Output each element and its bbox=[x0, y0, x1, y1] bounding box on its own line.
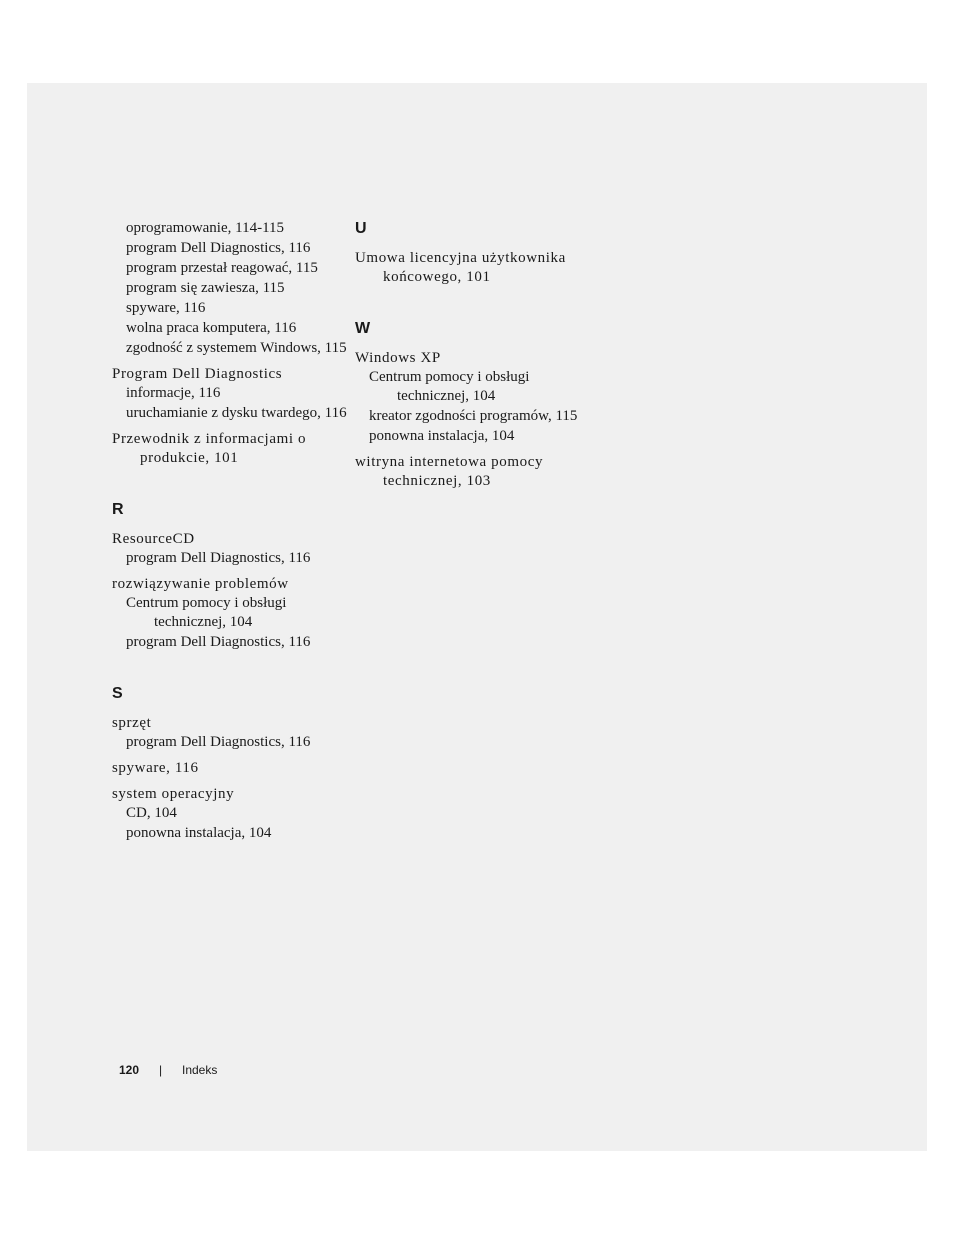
footer-section-label: Indeks bbox=[182, 1063, 218, 1077]
index-entry bbox=[355, 249, 595, 287]
section-letter-w: W bbox=[355, 320, 371, 337]
index-term: witryna internetowa pomocy technicznej, 103 bbox=[355, 454, 544, 489]
section-letter-s: S bbox=[112, 685, 123, 702]
index-subentry: ponowna instalacja, 104 bbox=[126, 825, 272, 841]
index-term: Windows XP bbox=[355, 350, 441, 366]
index-subentry: uruchamianie z dysku twardego, 116 bbox=[126, 405, 347, 421]
index-entry-continued bbox=[112, 219, 352, 358]
index-entry bbox=[112, 365, 352, 423]
index-entry bbox=[112, 530, 352, 568]
index-entry bbox=[112, 759, 352, 778]
index-subentry: program przestał reagować, 115 bbox=[126, 260, 318, 276]
index-subentry: informacje, 116 bbox=[126, 385, 221, 401]
index-subentry: oprogramowanie, 114-115 bbox=[126, 220, 285, 236]
index-subentry: CD, 104 bbox=[126, 805, 177, 821]
index-entry bbox=[112, 714, 352, 752]
index-term: sprzęt bbox=[112, 715, 152, 731]
index-term: spyware, 116 bbox=[112, 760, 199, 776]
section-letter-r: R bbox=[112, 501, 124, 518]
index-subentry: program Dell Diagnostics, 116 bbox=[126, 634, 311, 650]
index-subentry: program Dell Diagnostics, 116 bbox=[126, 240, 311, 256]
index-term: system operacyjny bbox=[112, 786, 235, 802]
index-term: rozwiązywanie problemów bbox=[112, 576, 289, 592]
index-entry bbox=[112, 430, 352, 468]
section-letter-u: U bbox=[355, 220, 367, 237]
index-subentry: ponowna instalacja, 104 bbox=[369, 428, 515, 444]
index-entry bbox=[112, 575, 352, 652]
page-number: 120 bbox=[119, 1063, 140, 1077]
footer-separator: | bbox=[159, 1063, 163, 1077]
index-subentry: zgodność z systemem Windows, 115 bbox=[126, 340, 347, 356]
index-subentry: program Dell Diagnostics, 116 bbox=[126, 550, 311, 566]
index-subentry: Centrum pomocy i obsługi technicznej, 104 bbox=[126, 595, 287, 630]
index-subentry: kreator zgodności programów, 115 bbox=[369, 408, 578, 424]
index-entry bbox=[355, 453, 595, 491]
index-subentry: program się zawiesza, 115 bbox=[126, 280, 285, 296]
index-term: Umowa licencyjna użytkownika końcowego, 101 bbox=[355, 250, 566, 285]
index-entry bbox=[355, 349, 595, 446]
index-subentry: wolna praca komputera, 116 bbox=[126, 320, 297, 336]
index-term: ResourceCD bbox=[112, 531, 195, 547]
index-term: Program Dell Diagnostics bbox=[112, 366, 283, 382]
index-column-right bbox=[355, 219, 595, 498]
index-subentry: Centrum pomocy i obsługi technicznej, 104 bbox=[369, 369, 530, 404]
index-column-left bbox=[112, 219, 352, 850]
index-subentry: spyware, 116 bbox=[126, 300, 206, 316]
index-subentry: program Dell Diagnostics, 116 bbox=[126, 734, 311, 750]
page-footer bbox=[119, 1062, 218, 1078]
index-entry bbox=[112, 785, 352, 843]
index-term: Przewodnik z informacjami o produkcie, 101 bbox=[112, 431, 307, 466]
